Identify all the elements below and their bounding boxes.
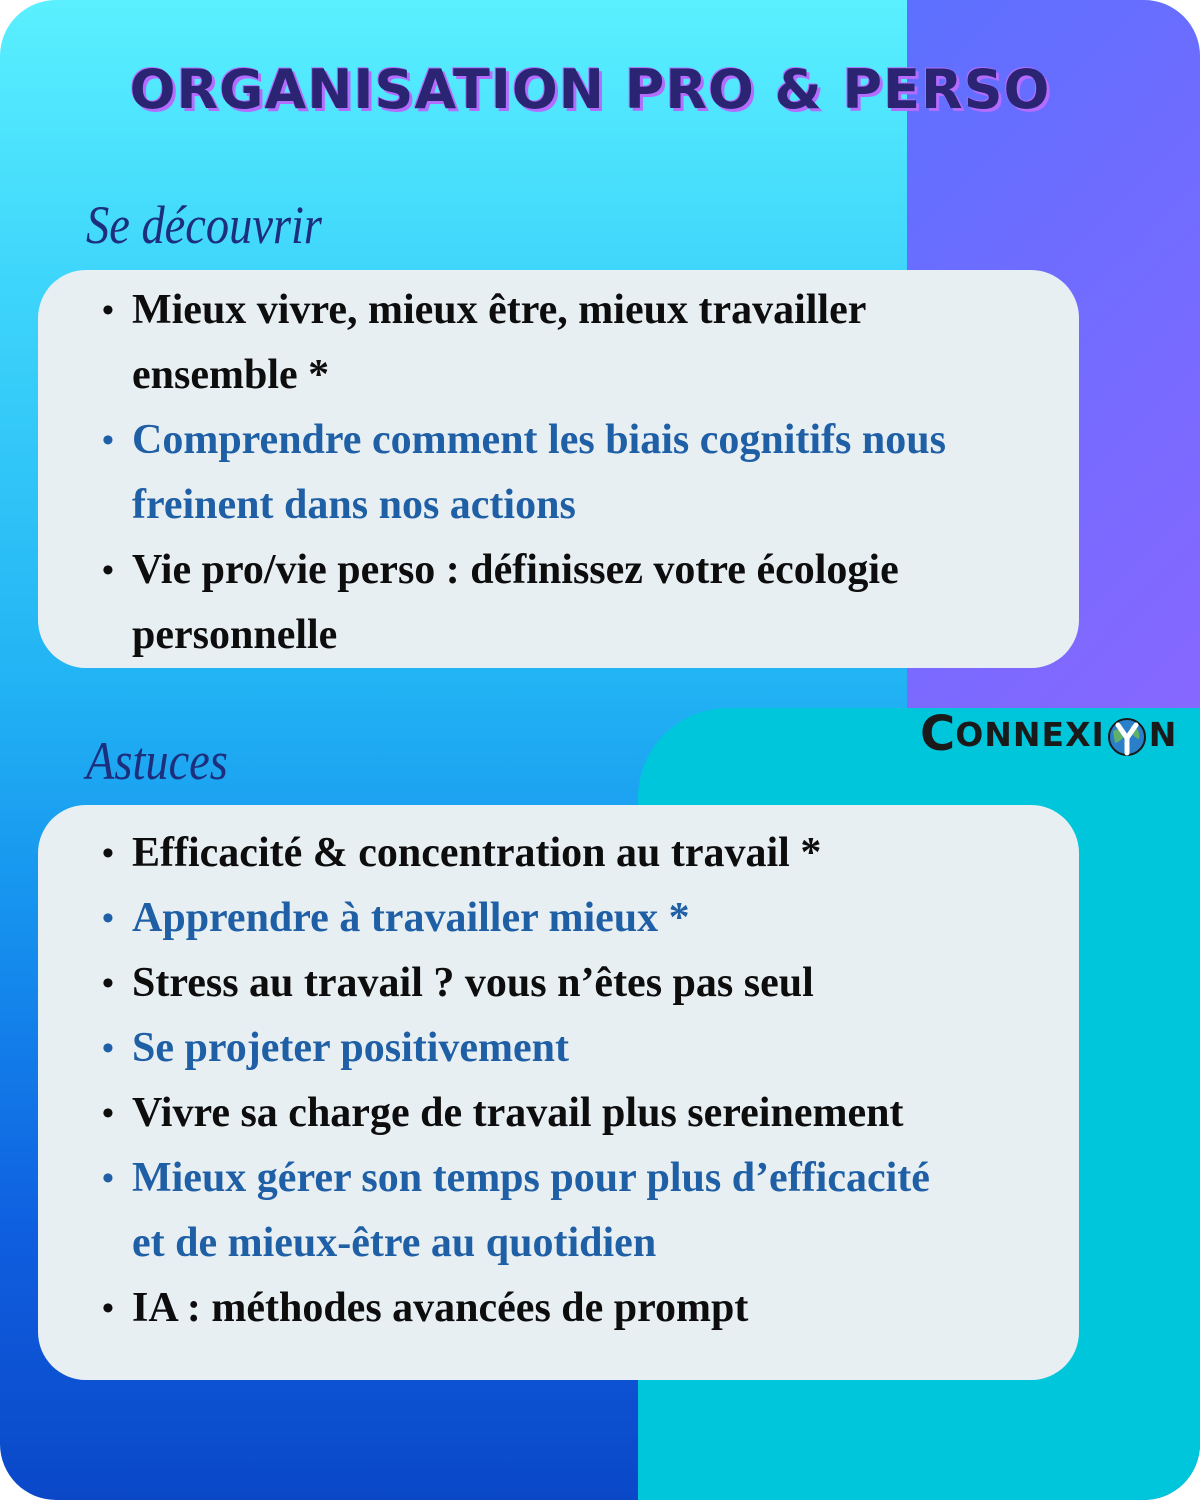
globe-y-icon xyxy=(1107,717,1147,757)
bullet: • xyxy=(102,835,114,872)
list-item-line: Comprendre comment les biais cognitifs nous xyxy=(132,417,946,463)
list-item xyxy=(102,538,1052,668)
list-item-line: Vivre sa charge de travail plus sereinement xyxy=(132,1090,904,1136)
bullet: • xyxy=(102,1030,114,1067)
bullet: • xyxy=(102,900,114,937)
list-item xyxy=(102,1276,1052,1341)
list-item-line: Stress au travail ? vous n’êtes pas seul xyxy=(132,960,814,1006)
list-item xyxy=(102,1081,1052,1146)
list-item xyxy=(102,821,1052,886)
page-title: ORGANISATION PRO & PERSO xyxy=(129,58,1051,121)
list-item-line: IA : méthodes avancées de prompt xyxy=(132,1285,749,1331)
bullet: • xyxy=(102,1160,114,1197)
list-item xyxy=(102,886,1052,951)
bullet: • xyxy=(102,1290,114,1327)
list-item xyxy=(102,408,1052,538)
bullet: • xyxy=(102,1095,114,1132)
list-item-line: personnelle xyxy=(132,612,338,658)
bullet: • xyxy=(102,292,114,329)
list-item-line: Efficacité & concentration au travail * xyxy=(132,830,822,876)
list-item-line: et de mieux-être au quotidien xyxy=(132,1220,657,1266)
panel-astuces xyxy=(38,805,1079,1380)
section-heading-se-decouvrir: Se découvrir xyxy=(86,195,322,255)
bullet: • xyxy=(102,422,114,459)
panel-se-decouvrir xyxy=(38,270,1079,668)
section-heading-astuces: Astuces xyxy=(86,731,228,791)
list-item-line: freinent dans nos actions xyxy=(132,482,576,528)
bullet: • xyxy=(102,965,114,1002)
logo-letter: C xyxy=(920,706,956,762)
list-item xyxy=(102,1146,1052,1276)
list-item-line: Apprendre à travailler mieux * xyxy=(132,895,690,941)
list-item xyxy=(102,278,1052,408)
logo-text: ONNEXI xyxy=(955,714,1105,754)
bullet: • xyxy=(102,552,114,589)
list-item-line: Mieux gérer son temps pour plus d’efficacité xyxy=(132,1155,930,1201)
list-item-line: ensemble * xyxy=(132,352,330,398)
list-item xyxy=(102,951,1052,1016)
connexion-logo xyxy=(920,704,1177,764)
list-item-line: Mieux vivre, mieux être, mieux travailler xyxy=(132,287,867,333)
list-item-line: Vie pro/vie perso : définissez votre écologie xyxy=(132,547,899,593)
list-item-line: Se projeter positivement xyxy=(132,1025,570,1071)
logo-text: N xyxy=(1148,714,1178,754)
list-item xyxy=(102,1016,1052,1081)
